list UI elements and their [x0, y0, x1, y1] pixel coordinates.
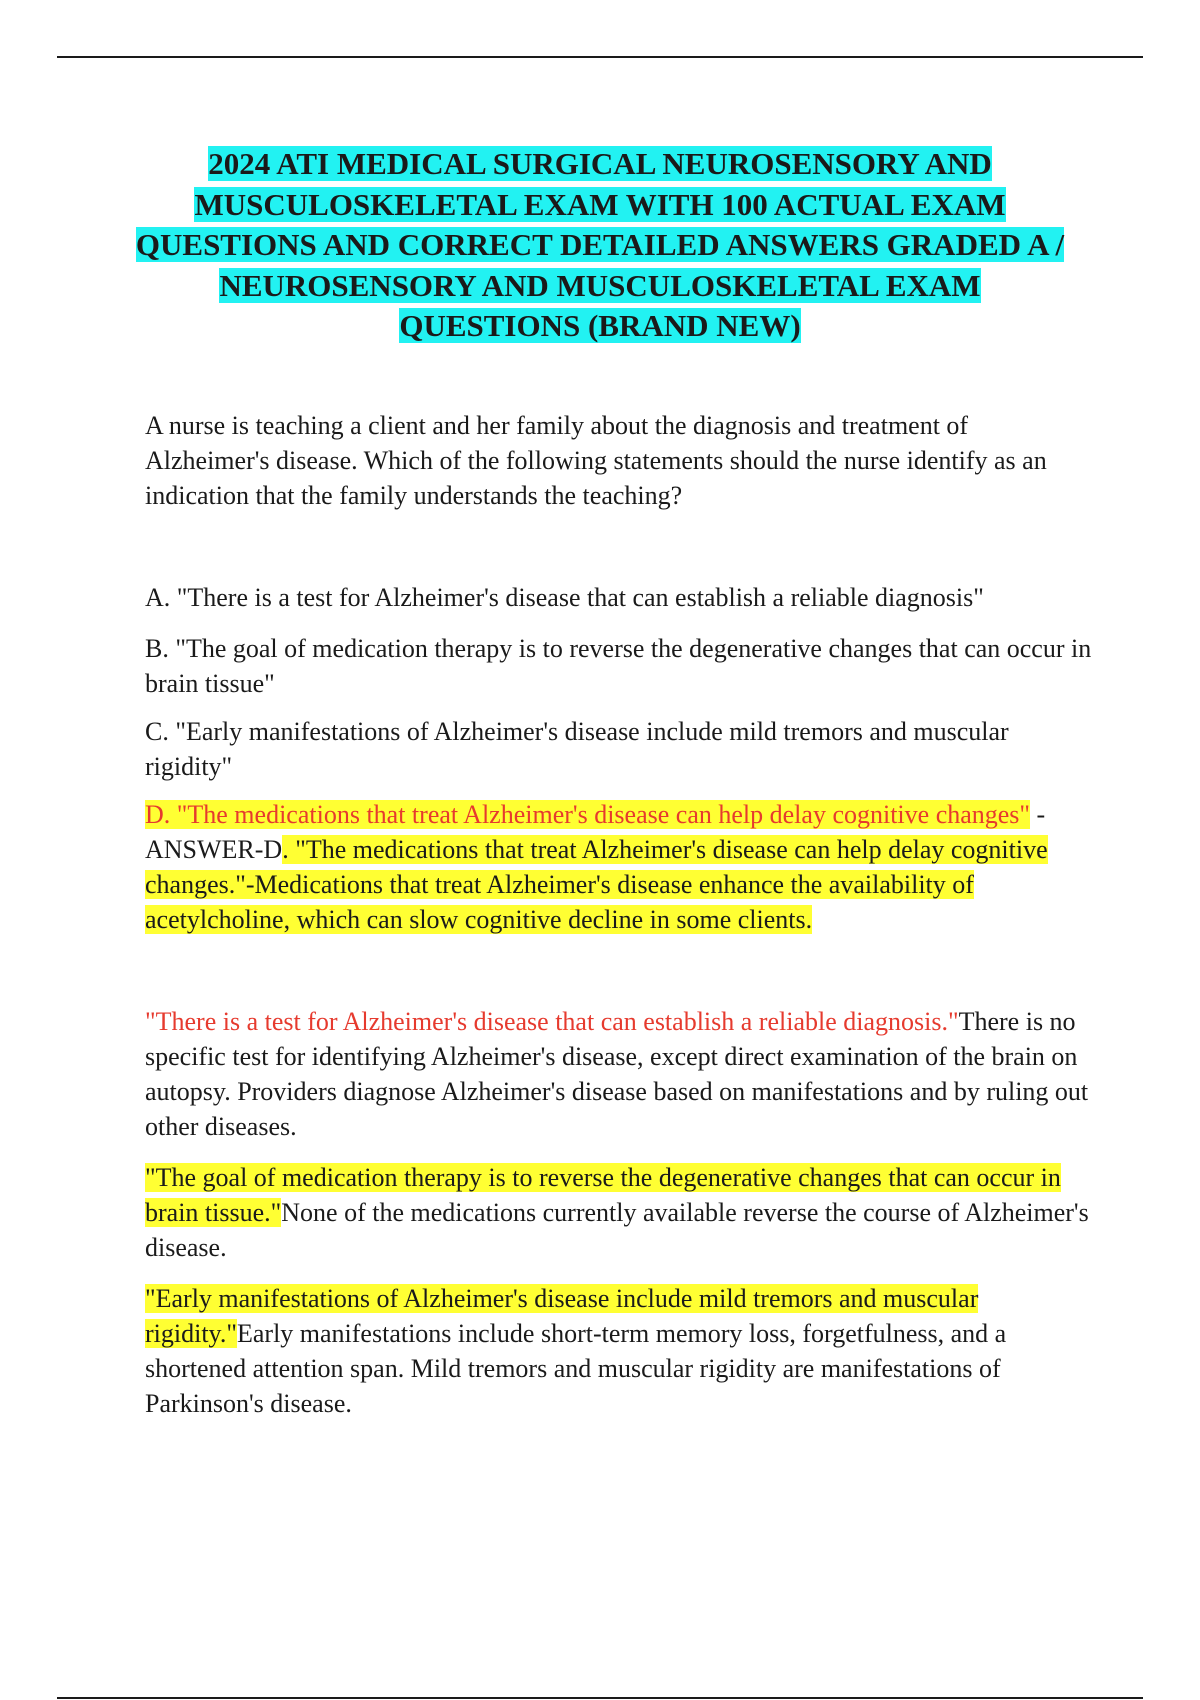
rationale-a-quote: "There is a test for Alzheimer's disease that can establish a reliable diagnosis." [145, 1007, 959, 1036]
rationale-a [145, 1004, 1095, 1144]
bottom-rule [57, 1697, 1143, 1699]
option-d-answer [145, 797, 1095, 937]
rationale-c-text: Early manifestations include short-term memory loss, forgetfulness, and a shortened attention span. Mild tremors and muscular rigidity are manifestations of Parkinson's disease. [145, 1319, 1007, 1418]
question-text: A nurse is teaching a client and her family about the diagnosis and treatment of Alzheimer's disease. Which of the following statements should the nurse identify as an indication that the family understands the teaching? [145, 411, 1047, 510]
option-b: B. "The goal of medication therapy is to reverse the degenerative changes that can occur in brain tissue" [145, 634, 1092, 698]
answer-explanation: . "The medications that treat Alzheimer's disease can help delay cognitive changes."-Medications that treat Alzheimer's disease enhance the availability of acetylcholine, which can slow cognitive decline in some clients. [145, 835, 1048, 934]
option-c: C. "Early manifestations of Alzheimer's disease include mild tremors and muscular rigidity" [145, 717, 1009, 781]
rationale-c-quote: "Early manifestations of Alzheimer's disease include mild tremors and muscular rigidity." [145, 1284, 979, 1348]
rationale-b [145, 1160, 1095, 1265]
rationale-b-quote: "The goal of medication therapy is to reverse the degenerative changes that can occur in brain tissue." [145, 1163, 1061, 1227]
answer-label: - ANSWER-D [145, 800, 1046, 864]
rationale-c [145, 1281, 1095, 1421]
rationale-b-text: None of the medications currently available reverse the course of Alzheimer's disease. [145, 1198, 1089, 1262]
document-title [130, 144, 1070, 347]
title-text: 2024 ATI MEDICAL SURGICAL NEUROSENSORY AND MUSCULOSKELETAL EXAM WITH 100 ACTUAL EXAM QUESTIONS AND CORRECT DETAILED ANSWERS GRADED A / NEUROSENSORY AND MUSCULOSKELETAL EXAM QUESTIONS (BRAND NEW) [135, 146, 1065, 343]
option-a: A. "There is a test for Alzheimer's disease that can establish a reliable diagnosis" [145, 583, 984, 612]
top-rule [57, 56, 1143, 58]
question-block [145, 408, 1095, 1421]
option-d: D. "The medications that treat Alzheimer's disease can help delay cognitive changes" [145, 800, 1031, 829]
rationale-a-text: There is no specific test for identifying Alzheimer's disease, except direct examination of the brain on autopsy. Providers diagnose Alzheimer's disease based on manifestations and by ruling out other diseases. [145, 1007, 1089, 1141]
